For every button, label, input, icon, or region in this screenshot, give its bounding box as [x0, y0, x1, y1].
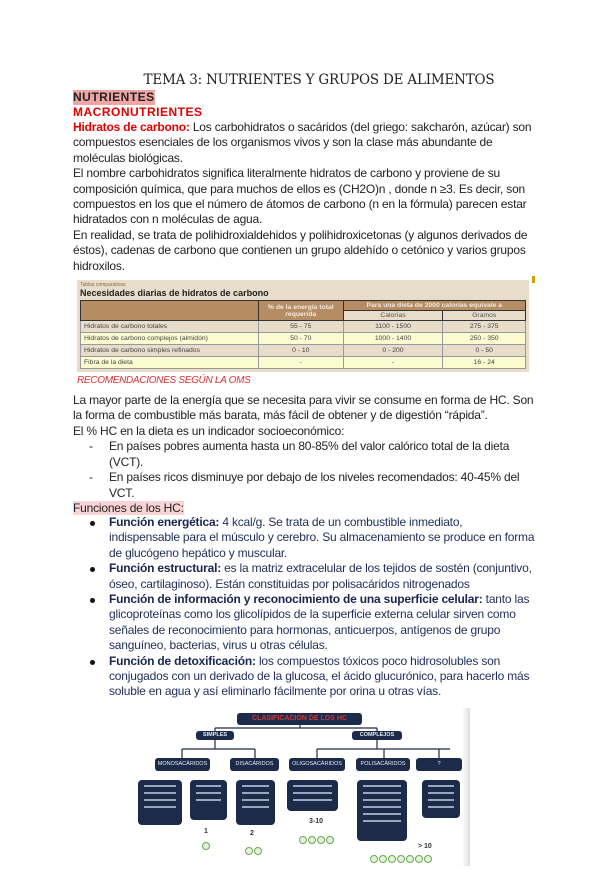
table-row	[81, 321, 526, 333]
page-title: TEMA 3: NUTRIENTES Y GRUPOS DE ALIMENTOS	[143, 72, 495, 88]
list-item	[73, 592, 535, 654]
image-edge-shadow	[462, 708, 470, 866]
node-disacaridos: DISACÁRIDOS	[230, 758, 279, 771]
paragraph-socioeconomic: El % HC en la dieta es un indicador socioeconómico:	[73, 423, 345, 438]
dash-item: - En países pobres aumenta hasta un 80-85% del valor calórico total de la dieta (VCT).	[73, 439, 535, 470]
count-label: 1	[204, 827, 208, 835]
classification-diagram	[130, 708, 470, 866]
node-simples: SIMPLES	[196, 731, 234, 740]
table-row	[81, 357, 526, 369]
table-header-group: Para una dieta de 2000 calorías equivale a	[343, 301, 525, 311]
cell: 275 - 375	[443, 321, 526, 333]
item-text: es la matriz extracelular de los tejidos de sostén (conjuntivo, óseo, cartilaginoso). Están constituidas por polisacáridos nitrogenados	[109, 561, 532, 591]
cell: 50 - 70	[259, 333, 344, 345]
table-row	[81, 333, 526, 345]
cell: Fibra de la dieta	[81, 357, 259, 369]
count-label: 2	[250, 829, 254, 837]
table-header-empty	[81, 301, 259, 321]
document-page	[73, 0, 535, 870]
cell: 16 - 24	[443, 357, 526, 369]
molecule-icon	[202, 842, 210, 850]
cell: 1000 - 1400	[343, 333, 443, 345]
node-monosacaridos: MONOSACÁRIDOS	[155, 758, 210, 771]
content-box	[190, 780, 227, 820]
node-oligosacaridos: OLIGOSACÁRIDOS	[289, 758, 345, 771]
table-row	[81, 345, 526, 357]
count-label: 3-10	[309, 817, 324, 825]
molecule-icon	[299, 836, 334, 844]
item-text: 4 kcal/g. Se trata de un combustible inmediato, indispensable para el músculo y cerebro. Su almacenamiento se produce en forma de glucógeno hepático y muscular.	[109, 514, 535, 560]
content-box	[422, 780, 460, 818]
cell: 55 - 75	[259, 321, 344, 333]
cell: Hidratos de carbono simples refinados	[81, 345, 259, 357]
carb-needs-table-image	[77, 280, 529, 372]
cell: 1100 - 1500	[343, 321, 443, 333]
cell: -	[259, 357, 344, 369]
heading-nutrientes: NUTRIENTES	[73, 90, 155, 104]
cell: 0 - 200	[343, 345, 443, 357]
table-header-grams: Gramos	[443, 311, 526, 321]
paragraph-intro	[73, 120, 535, 166]
table-header-pct: % de la energía total requerida	[259, 301, 344, 321]
cell: 0 - 10	[259, 345, 344, 357]
table-caption: RECOMENDACIONES SEGÚN LA OMS	[77, 375, 251, 387]
item-text: los compuestos tóxicos poco hidrosolubles son conjugados con un derivado de la glucosa, el ácido glucurónico, para hacerlo más soluble en agua y así eliminarlo fácilmente por orina u otras vías.	[109, 653, 530, 699]
table-header-calories: Calorías	[343, 311, 443, 321]
marker-decoration	[532, 276, 535, 283]
table-kicker: Tablas comparativas	[80, 282, 126, 289]
table-title: Necesidades diarias de hidratos de carbono	[80, 288, 269, 299]
item-label: Función energética:	[109, 514, 220, 529]
item-label: Función estructural:	[109, 561, 222, 576]
paragraph-name: El nombre carbohidratos significa literalmente hidratos de carbono y proviene de su composición química, que para muchos de ellos es (CH2O)n , donde n ≥3. Es decir, son compuestos en los que el número de átomos de carbono (n en la fórmula) parecen estar hidratados con n moléculas de agua.	[73, 166, 527, 227]
funciones-list	[73, 515, 535, 700]
node-complejos: COMPLEJOS	[352, 731, 402, 740]
carb-needs-table	[80, 300, 526, 369]
count-label: > 10	[418, 842, 432, 850]
list-item	[73, 561, 535, 592]
content-box	[357, 780, 407, 841]
paragraph-text: Los carbohidratos o sacáridos (del griego: sakcharón, azúcar) son compuestos esenciales de los organismos vivos y son la clase más abundante de moléculas biológicas.	[73, 120, 532, 165]
diagram-title: CLASIFICACIÓN DE LOS HC	[237, 713, 362, 725]
hc-label: Hidratos de carbono:	[73, 120, 190, 134]
cell: 0 - 50	[443, 345, 526, 357]
paragraph-energy: La mayor parte de la energía que se necesita para vivir se consume en forma de HC. Son la forma de combustible más barata, más fácil de obtener y de digestión “rápida”.	[73, 393, 534, 423]
content-box	[236, 780, 275, 825]
heading-macronutrientes: MACRONUTRIENTES	[73, 105, 203, 119]
cell: Hidratos de carbono totales	[81, 321, 259, 333]
cell: -	[343, 357, 443, 369]
cell: 250 - 350	[443, 333, 526, 345]
content-box	[138, 780, 182, 825]
item-label: Función de detoxificación:	[109, 653, 256, 668]
node-polisacaridos: POLISACÁRIDOS	[356, 758, 410, 771]
list-item	[73, 515, 535, 561]
funciones-heading: Funciones de los HC:	[73, 500, 184, 515]
item-text: tanto las glicoproteínas como los glicolípidos de la superficie externa celular sirven como señales de reconocimiento para hormonas, anticuerpos, antígenos de grupo sanguíneo, bacterias, virus u otras células.	[109, 591, 530, 653]
list-item	[73, 654, 535, 700]
node-other: ?	[416, 758, 462, 771]
item-label: Función de información y reconocimiento de una superficie celular:	[109, 591, 483, 606]
molecule-icon	[370, 855, 432, 863]
content-box	[287, 780, 338, 811]
dash-item: - En países ricos disminuye por debajo de los niveles recomendados: 40-45% del VCT.	[73, 470, 535, 501]
cell: Hidratos de carbono complejos (almidón)	[81, 333, 259, 345]
paragraph-reality: En realidad, se trata de polihidroxialdehidos y polihidroxicetonas (y algunos derivados de éstos), cadenas de carbono que contienen un grupo aldehído o cetónico y varios grupos hidroxilos.	[73, 227, 528, 273]
